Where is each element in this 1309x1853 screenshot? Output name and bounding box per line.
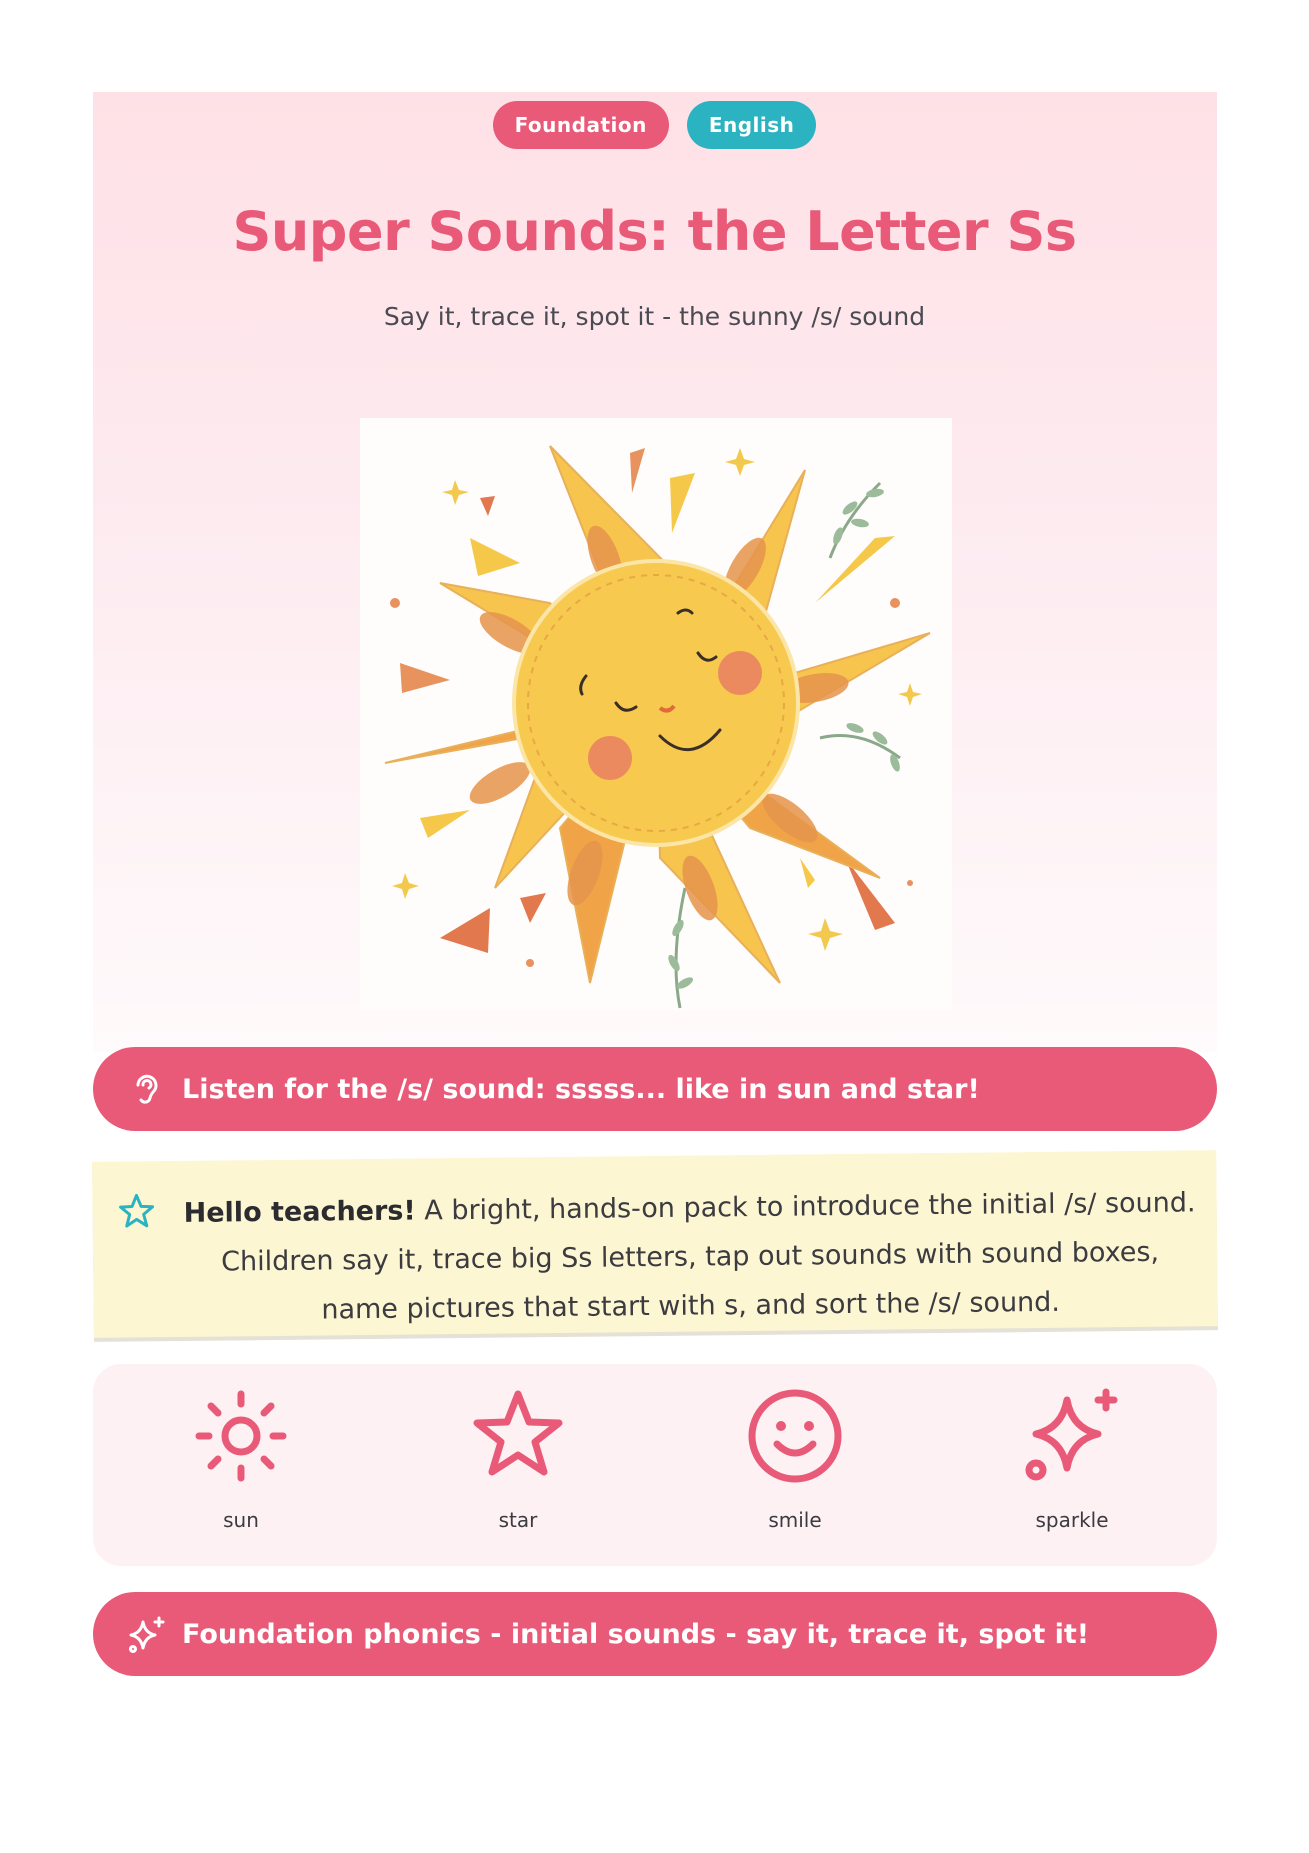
- listen-banner-text: Listen for the /s/ sound: sssss... like in sun and star!: [182, 1073, 980, 1105]
- word-card-sun: [141, 1386, 341, 1556]
- word-label-smile: smile: [768, 1508, 822, 1532]
- word-picture-strip: [93, 1364, 1217, 1566]
- ear-icon: [126, 1069, 166, 1109]
- cheek-right: [718, 651, 762, 695]
- tag-foundation: Foundation: [493, 101, 669, 149]
- word-card-sparkle: [972, 1386, 1172, 1556]
- word-card-smile: [695, 1386, 895, 1556]
- sparkle-icon: [1022, 1386, 1122, 1486]
- sun-icon: [191, 1386, 291, 1486]
- teacher-note: [92, 1150, 1218, 1338]
- word-card-star: [418, 1386, 618, 1556]
- page-title: Super Sounds: the Letter Ss: [232, 200, 1077, 263]
- word-label-star: star: [498, 1508, 538, 1532]
- sun-illustration-svg: [360, 418, 952, 1010]
- star-icon: [468, 1386, 568, 1486]
- teacher-note-heading: Hello teachers!: [183, 1195, 416, 1229]
- tag-row: [0, 101, 1309, 149]
- teacher-note-text: [182, 1178, 1197, 1336]
- tag-english: English: [687, 101, 817, 149]
- listen-banner: [93, 1047, 1217, 1131]
- smiling-sun-illustration: [360, 418, 952, 1010]
- word-label-sun: sun: [223, 1508, 259, 1532]
- word-label-sparkle: sparkle: [1035, 1508, 1109, 1532]
- footer-banner-text: Foundation phonics - initial sounds - say it, trace it, spot it!: [182, 1618, 1090, 1650]
- sparkles-icon: [126, 1614, 166, 1654]
- page-subtitle: Say it, trace it, spot it - the sunny /s/ sound: [383, 302, 926, 331]
- sun-face: [514, 561, 798, 845]
- star-outline-icon: [116, 1191, 156, 1231]
- cheek-left: [588, 736, 632, 780]
- teacher-note-body: A bright, hands-on pack to introduce the initial /s/ sound. Children say it, trace big Ss letters, tap out sounds with sound boxes, name pictures that start with s, and sort the /s/ sound.: [221, 1187, 1196, 1326]
- footer-banner: [93, 1592, 1217, 1676]
- smile-icon: [745, 1386, 845, 1486]
